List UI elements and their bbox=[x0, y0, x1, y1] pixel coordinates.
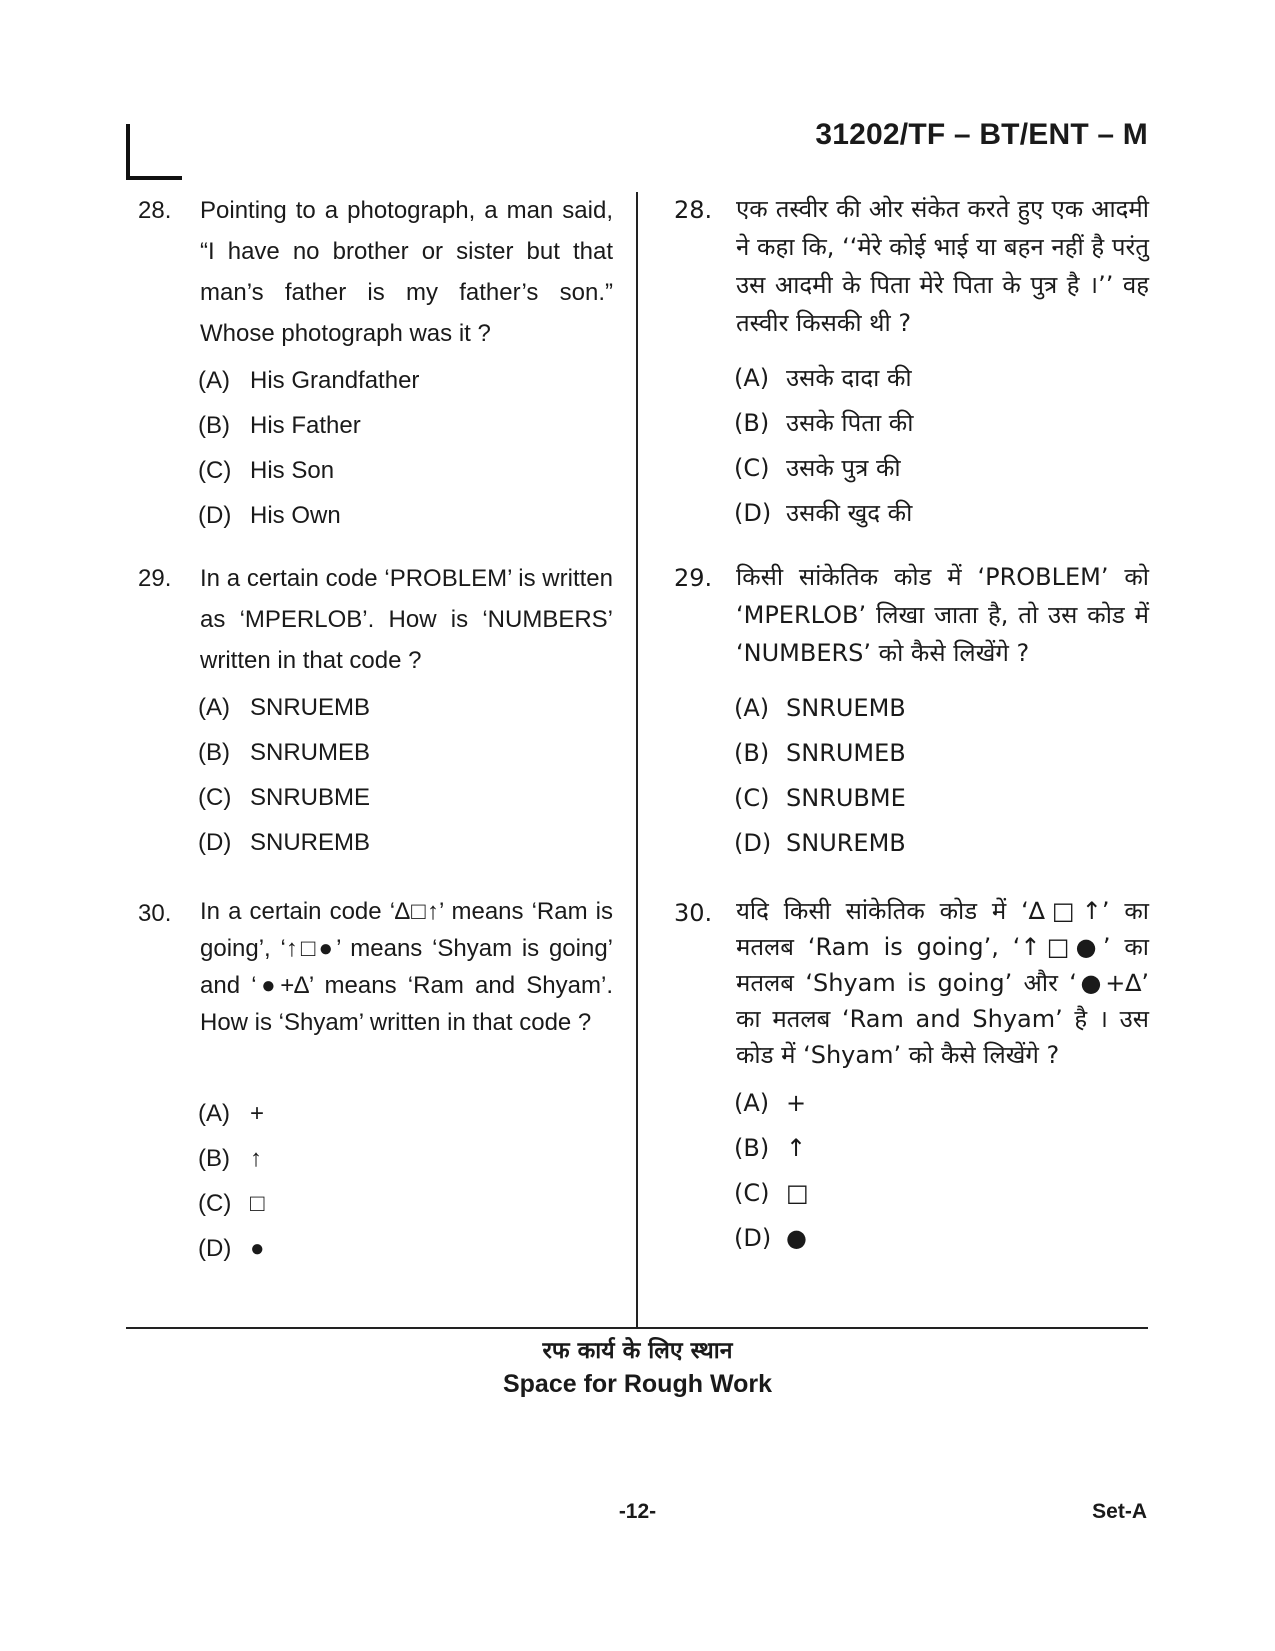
option-d bbox=[734, 491, 1149, 536]
options-list bbox=[198, 685, 613, 865]
option-text: + bbox=[250, 1100, 265, 1127]
set-label: Set-A bbox=[1092, 1500, 1147, 1523]
question-number: 30. bbox=[138, 900, 172, 927]
options-list bbox=[734, 356, 1149, 536]
option-text: उसके पुत्र की bbox=[786, 454, 901, 482]
paper-code: 31202/TF – BT/ENT – M bbox=[815, 118, 1148, 151]
options-list bbox=[198, 358, 613, 538]
option-text: SNRUBME bbox=[786, 784, 906, 812]
option-c bbox=[734, 776, 1149, 821]
option-c bbox=[734, 1171, 1149, 1216]
option-c bbox=[198, 775, 613, 820]
question-text: Pointing to a photograph, a man said, “I have no brother or sister but that man’s father is my father’s son.” Whose photograph was it ? bbox=[200, 197, 613, 347]
option-text: SNRUMEB bbox=[250, 739, 371, 766]
option-letter: (A) bbox=[734, 1089, 770, 1117]
option-d bbox=[198, 820, 613, 865]
option-text: ● bbox=[786, 1224, 807, 1252]
option-text: His Grandfather bbox=[250, 367, 420, 394]
question-text: एक तस्वीर की ओर संकेत करते हुए एक आदमी ने कहा कि, ‘‘मेरे कोई भाई या बहन नहीं है परंतु उस आदमी के पिता मेरे पिता के पुत्र है ।’’ वह तस्वीर किसकी थी ? bbox=[736, 195, 1149, 337]
option-text: His Own bbox=[250, 502, 341, 529]
option-text: ● bbox=[250, 1235, 265, 1262]
option-text: SNRUMEB bbox=[786, 739, 906, 767]
option-a bbox=[198, 358, 613, 403]
option-text: ↑ bbox=[250, 1145, 262, 1172]
question-text: किसी सांकेतिक कोड में ‘PROBLEM’ को ‘MPERLOB’ लिखा जाता है, तो उस कोड में ‘NUMBERS’ को कैसे लिखेंगे ? bbox=[736, 563, 1149, 667]
option-text: SNRUEMB bbox=[250, 694, 371, 721]
option-letter: (A) bbox=[198, 1100, 230, 1127]
option-b bbox=[198, 1136, 613, 1181]
option-letter: (D) bbox=[198, 502, 232, 529]
option-b bbox=[734, 401, 1149, 446]
option-letter: (D) bbox=[734, 499, 772, 527]
question-30-en bbox=[138, 893, 613, 1271]
option-text: उसके दादा की bbox=[786, 364, 912, 392]
rough-work-hindi: रफ कार्य के लिए स्थान bbox=[542, 1338, 733, 1364]
option-a bbox=[734, 1081, 1149, 1126]
question-number: 28. bbox=[138, 197, 172, 224]
option-text: ↑ bbox=[786, 1134, 807, 1162]
option-a bbox=[198, 685, 613, 730]
question-number: 30. bbox=[674, 899, 713, 927]
option-d bbox=[734, 821, 1149, 866]
question-text: In a certain code ‘PROBLEM’ is written as ‘MPERLOB’. How is ‘NUMBERS’ written in that code ? bbox=[200, 565, 613, 674]
option-letter: (B) bbox=[734, 409, 770, 437]
option-letter: (C) bbox=[734, 784, 770, 812]
option-b bbox=[198, 730, 613, 775]
option-d bbox=[198, 493, 613, 538]
option-c bbox=[198, 1181, 613, 1226]
option-text: □ bbox=[786, 1179, 809, 1207]
option-text: SNRUEMB bbox=[786, 694, 906, 722]
qr-code-icon bbox=[126, 124, 182, 180]
option-letter: (A) bbox=[198, 694, 230, 721]
question-text: यदि किसी सांकेतिक कोड में ‘∆□↑’ का मतलब ‘Ram is going’, ‘↑□●’ का मतलब ‘Shyam is going’ और ‘●+∆’ का मतलब ‘Ram and Shyam’ है । उस कोड में ‘Shyam’ को कैसे लिखेंगे ? bbox=[736, 897, 1149, 1069]
question-29-hi bbox=[674, 558, 1149, 866]
option-letter: (B) bbox=[734, 1134, 770, 1162]
option-letter: (A) bbox=[198, 367, 230, 394]
options-list bbox=[198, 1091, 613, 1271]
question-29-en bbox=[138, 558, 613, 865]
question-number: 29. bbox=[674, 564, 713, 592]
option-text: SNRUBME bbox=[250, 784, 371, 811]
rough-work-english: Space for Rough Work bbox=[502, 1370, 772, 1398]
footer-divider bbox=[126, 1327, 1148, 1329]
option-text: उसके पिता की bbox=[786, 409, 914, 437]
option-letter: (B) bbox=[198, 412, 230, 439]
option-a bbox=[734, 686, 1149, 731]
options-list bbox=[734, 1081, 1149, 1261]
option-d bbox=[198, 1226, 613, 1271]
option-letter: (B) bbox=[734, 739, 770, 767]
option-d bbox=[734, 1216, 1149, 1261]
option-letter: (A) bbox=[734, 364, 770, 392]
question-30-hi bbox=[674, 893, 1149, 1261]
option-c bbox=[734, 446, 1149, 491]
option-letter: (C) bbox=[198, 1190, 232, 1217]
question-28-hi bbox=[674, 190, 1149, 536]
option-letter: (D) bbox=[734, 829, 772, 857]
column-divider bbox=[636, 192, 638, 1328]
option-letter: (B) bbox=[198, 1145, 230, 1172]
option-text: □ bbox=[250, 1190, 265, 1217]
option-text: + bbox=[786, 1089, 807, 1117]
option-letter: (C) bbox=[198, 457, 232, 484]
question-text: In a certain code ‘∆□↑’ means ‘Ram is going’, ‘↑□●’ means ‘Shyam is going’ and ‘●+∆’ means ‘Ram and Shyam’. How is ‘Shyam’ written in that code ? bbox=[200, 898, 613, 1036]
option-letter: (A) bbox=[734, 694, 770, 722]
option-c bbox=[198, 448, 613, 493]
option-letter: (B) bbox=[198, 739, 230, 766]
question-number: 28. bbox=[674, 196, 713, 224]
question-28-en bbox=[138, 190, 613, 538]
options-list bbox=[734, 686, 1149, 866]
option-letter: (D) bbox=[198, 1235, 232, 1262]
option-text: His Son bbox=[250, 457, 335, 484]
question-number: 29. bbox=[138, 565, 172, 592]
option-letter: (C) bbox=[734, 1179, 770, 1207]
option-text: SNUREMB bbox=[786, 829, 906, 857]
option-text: उसकी खुद की bbox=[786, 499, 913, 527]
page-number: -12- bbox=[618, 1500, 657, 1523]
option-a bbox=[198, 1091, 613, 1136]
option-letter: (D) bbox=[734, 1224, 772, 1252]
option-text: SNUREMB bbox=[250, 829, 371, 856]
option-letter: (D) bbox=[198, 829, 232, 856]
option-letter: (C) bbox=[198, 784, 232, 811]
option-letter: (C) bbox=[734, 454, 770, 482]
option-a bbox=[734, 356, 1149, 401]
option-b bbox=[734, 731, 1149, 776]
option-b bbox=[734, 1126, 1149, 1171]
option-b bbox=[198, 403, 613, 448]
option-text: His Father bbox=[250, 412, 361, 439]
